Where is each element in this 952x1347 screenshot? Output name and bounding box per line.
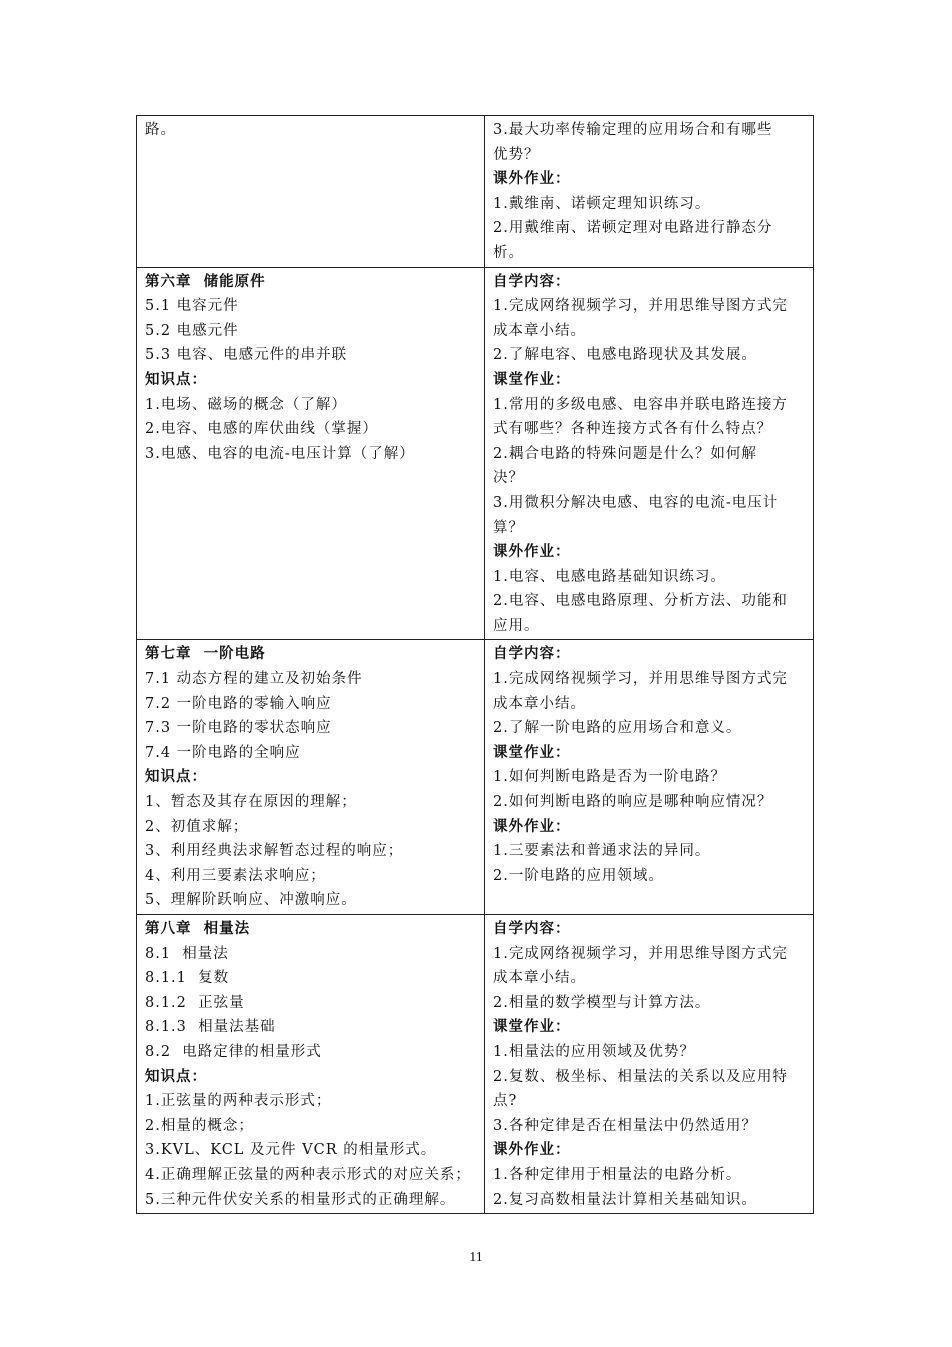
text-line: 1.电容、电感电路基础知识练习。 (493, 568, 726, 585)
text-line: 8.1.3 相量法基础 (145, 1019, 276, 1036)
section-heading: 自学内容： (493, 920, 571, 937)
section-heading: 知识点： (145, 370, 207, 388)
text-line: 5、理解阶跃响应、冲激响应。 (145, 892, 357, 909)
text-line: 1.如何判断电路是否为一阶电路？ (493, 769, 726, 786)
text-line: 5.三种元件伏安关系的相量形式的正确理解。 (145, 1191, 456, 1208)
text-line: 2.相量的数学模型与计算方法。 (493, 994, 711, 1011)
text-line: 7.2 一阶电路的零输入响应 (145, 695, 332, 712)
section-heading: 自学内容： (493, 272, 571, 290)
text-line: 式有哪些？各种连接方式各有什么特点？ (493, 421, 772, 438)
text-line: 1.完成网络视频学习，并用思维导图方式完 (493, 298, 788, 315)
text-line: 2.用戴维南、诺顿定理对电路进行静态分 (493, 220, 773, 237)
text-line: 2.了解一阶电路的应用场合和意义。 (493, 720, 742, 737)
text-line: 2.复数、极坐标、相量法的关系以及应用特点? (493, 1068, 788, 1110)
text-line: 1.三要素法和普通求法的异同。 (493, 843, 711, 860)
chapter-content-cell (137, 640, 485, 915)
section-heading: 课外作业： (493, 543, 571, 561)
text-line: 成本章小结。 (493, 695, 586, 712)
text-line: 2.一阶电路的应用领域。 (493, 867, 664, 884)
text-line: 2.耦合电路的特殊问题是什么？如何解 (493, 445, 757, 462)
section-heading: 自学内容： (493, 645, 571, 663)
text-line: 3.用微积分解决电感、电容的电流-电压计 (493, 494, 779, 511)
text-line: 3.最大功率传输定理的应用场合和有哪些 (493, 122, 773, 138)
text-line: 2.如何判断电路的响应是哪种响应情况？ (493, 794, 773, 811)
assignment-cell (485, 640, 814, 915)
section-heading: 课堂作业： (493, 370, 571, 388)
text-line: 7.3 一阶电路的零状态响应 (145, 720, 332, 737)
text-line: 2.复习高数相量法计算相关基础知识。 (493, 1191, 757, 1208)
section-heading: 课外作业： (493, 170, 571, 188)
chapter-content-cell (137, 116, 485, 268)
text-line: 1.完成网络视频学习，并用思维导图方式完 (493, 671, 788, 688)
text-line: 7.1 动态方程的建立及初始条件 (145, 671, 363, 688)
section-heading: 课堂作业： (493, 743, 571, 761)
syllabus-table (136, 115, 814, 1214)
section-heading: 第六章 储能原件 (145, 272, 266, 290)
text-line: 决？ (493, 470, 524, 487)
text-line: 成本章小结。 (493, 970, 586, 987)
table-row (137, 116, 814, 268)
text-line: 2.了解电容、电感电路现状及其发展。 (493, 347, 757, 364)
text-line: 应用。 (493, 617, 540, 634)
section-heading: 课堂作业： (493, 1018, 571, 1036)
table-row (137, 267, 814, 640)
section-heading: 第八章 相量法 (145, 920, 251, 937)
text-line: 3.各种定律是否在相量法中仍然适用？ (493, 1117, 757, 1134)
text-line: 8.1.2 正弦量 (145, 994, 245, 1011)
text-line: 1.电场、磁场的概念（了解） (145, 396, 347, 413)
text-line: 2.电容、电感的库伏曲线（掌握） (145, 421, 378, 438)
assignment-cell (485, 116, 814, 268)
section-heading: 课外作业： (493, 1141, 571, 1159)
text-line: 2、初值求解； (145, 818, 249, 835)
text-line: 1.戴维南、诺顿定理知识练习。 (493, 195, 711, 212)
text-line: 8.1 相量法 (145, 945, 229, 962)
text-line: 算？ (493, 519, 524, 536)
text-line: 1.各种定律用于相量法的电路分析。 (493, 1166, 742, 1183)
assignment-cell (485, 267, 814, 640)
text-line: 8.2 电路定律的相量形式 (145, 1043, 322, 1060)
assignment-cell (485, 915, 814, 1214)
text-line: 1.相量法的应用领域及优势？ (493, 1043, 695, 1060)
chapter-content-cell (137, 915, 485, 1214)
text-line: 1.正弦量的两种表示形式； (145, 1093, 332, 1110)
text-line: 成本章小结。 (493, 322, 586, 339)
table-row (137, 640, 814, 915)
text-line: 4、利用三要素法求响应； (145, 867, 326, 884)
text-line: 5.2 电感元件 (145, 322, 239, 339)
section-heading: 知识点： (145, 768, 207, 786)
syllabus-table-body (137, 116, 814, 1214)
text-line: 析。 (493, 244, 524, 261)
section-heading: 知识点： (145, 1067, 207, 1085)
page-number: 11 (469, 1250, 483, 1265)
text-line: 7.4 一阶电路的全响应 (145, 744, 301, 761)
text-line: 3.KVL、KCL 及元件 VCR 的相量形式。 (145, 1142, 437, 1159)
section-heading: 第七章 一阶电路 (145, 645, 266, 663)
section-heading: 课外作业： (493, 817, 571, 835)
text-line: 3、利用经典法求解暂态过程的响应； (145, 843, 404, 860)
text-line: 3.电感、电容的电流-电压计算（了解） (145, 445, 415, 462)
text-line: 1、暂态及其存在原因的理解； (145, 794, 357, 811)
text-line: 5.3 电容、电感元件的串并联 (145, 347, 348, 364)
text-line: 路。 (145, 122, 176, 138)
text-line: 8.1.1 复数 (145, 970, 230, 987)
text-line: 5.1 电容元件 (145, 298, 239, 315)
text-line: 4.正确理解正弦量的两种表示形式的对应关系； (145, 1166, 471, 1183)
chapter-content-cell (137, 267, 485, 640)
text-line: 1.常用的多级电感、电容串并联电路连接方 (493, 396, 788, 413)
text-line: 优势？ (493, 146, 540, 163)
text-line: 2.电容、电感电路原理、分析方法、功能和 (493, 593, 788, 610)
table-row (137, 915, 814, 1214)
text-line: 2.相量的概念； (145, 1117, 254, 1134)
text-line: 1.完成网络视频学习，并用思维导图方式完 (493, 945, 788, 962)
